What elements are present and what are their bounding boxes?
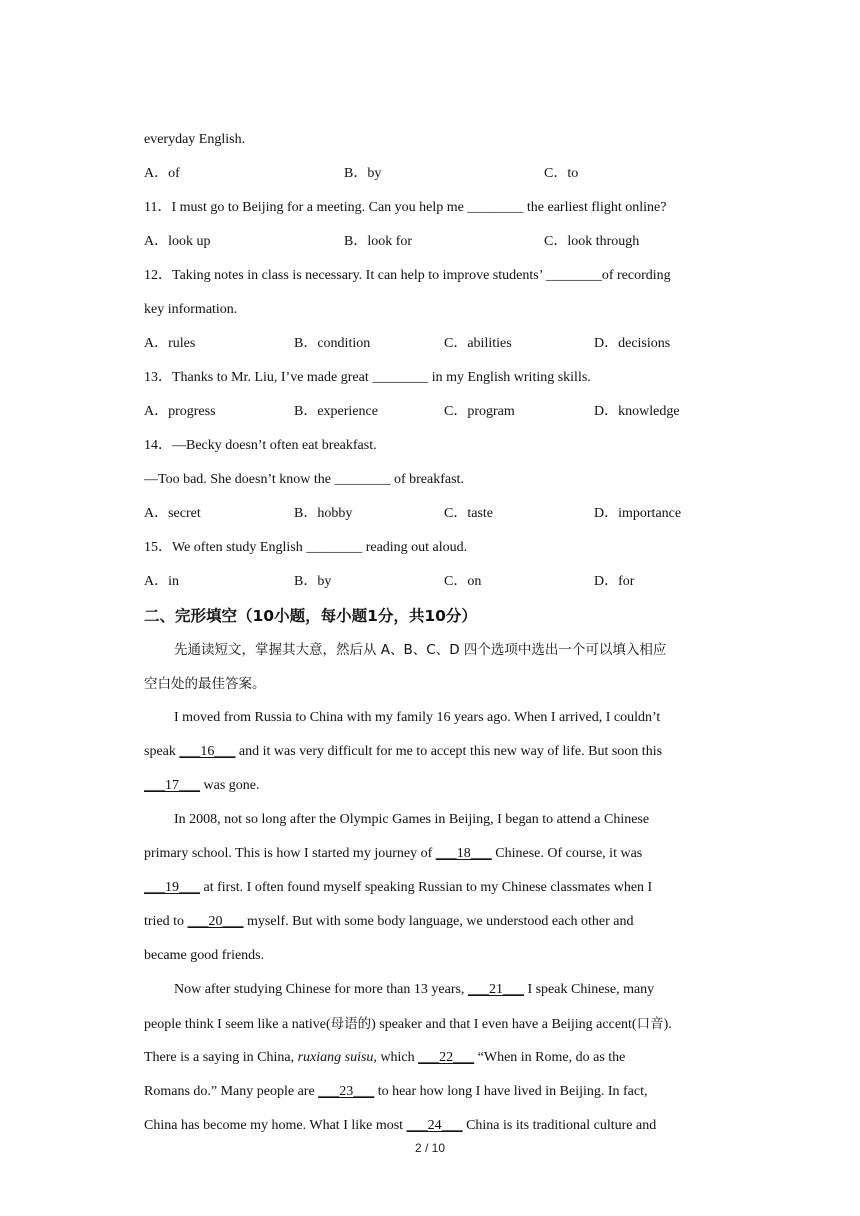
- passage-text: to hear how long I have lived in Beijing. In fact,: [374, 1084, 648, 1099]
- passage-text: at first. I often found myself speaking Russian to my Chinese classmates when I: [200, 880, 653, 895]
- blank-20: ___20___: [187, 914, 244, 929]
- page-content: [144, 123, 724, 1143]
- q11-options: [144, 225, 724, 259]
- q14-option-a: A．secret: [144, 506, 201, 521]
- passage-text: myself. But with some body language, we understood each other and: [243, 914, 634, 929]
- passage-text: ).: [663, 1017, 672, 1032]
- passage-text: primary school. This is how I started my journey of: [144, 846, 436, 861]
- q13-options: [144, 395, 724, 429]
- passage-p1-line1: I moved from Russia to China with my family 16 years ago. When I arrived, I couldn’t: [174, 710, 661, 725]
- page-number: 2 / 10: [414, 1141, 446, 1155]
- q12-stem-line2: key information.: [144, 302, 238, 317]
- passage-p1-line3: [144, 769, 724, 803]
- passage-text: ) speaker and that I even have a Beijing accent(: [371, 1017, 637, 1032]
- passage-text: tried to: [144, 914, 188, 929]
- cloze-instructions-line1: 先通读短文，掌握其大意，然后从 A、B、C、D 四个选项中选出一个可以填入相应: [174, 642, 667, 658]
- passage-text: China has become my home. What I like most: [144, 1118, 407, 1133]
- q14-option-d: D．importance: [594, 506, 682, 521]
- q15-option-a: A．in: [144, 574, 179, 589]
- q13-option-b: B．experience: [294, 404, 378, 419]
- passage-p2-line3: [144, 871, 724, 905]
- passage-p3-line3: [144, 1041, 724, 1075]
- passage-p2-line1: In 2008, not so long after the Olympic Games in Beijing, I began to attend a Chinese: [174, 812, 650, 827]
- passage-p3-line4: [144, 1075, 724, 1109]
- passage-text: and it was very difficult for me to accept this new way of life. But soon this: [235, 744, 663, 759]
- q13-option-a: A．progress: [144, 404, 216, 419]
- q15-option-c: C．on: [444, 574, 482, 589]
- passage-p2-line5: became good friends.: [144, 948, 265, 963]
- q10-option-b: B．by: [344, 166, 382, 181]
- passage-p3-line1: [144, 973, 724, 1007]
- q12-option-a: A．rules: [144, 336, 196, 351]
- q11-stem: 11．I must go to Beijing for a meeting. Can you help me ________ the earliest flight online?: [144, 200, 667, 215]
- q10-option-c: C．to: [544, 166, 579, 181]
- q11-option-c: C．look through: [544, 234, 640, 249]
- q10-stem-continuation: everyday English.: [144, 132, 246, 147]
- q10-options: [144, 157, 724, 191]
- passage-text: people think I seem like a native(: [144, 1017, 331, 1032]
- passage-text: “When in Rome, do as the: [474, 1050, 626, 1065]
- passage-p2-line2: [144, 837, 724, 871]
- passage-text: speak: [144, 744, 180, 759]
- blank-18: ___18___: [435, 846, 492, 861]
- q13-stem: 13．Thanks to Mr. Liu, I’ve made great ________ in my English writing skills.: [144, 370, 591, 385]
- q15-stem: 15．We often study English ________ reading out aloud.: [144, 540, 468, 555]
- q14-stem-line2: —Too bad. She doesn’t know the ________ of breakfast.: [144, 472, 464, 487]
- passage-text: There is a saying in China,: [144, 1050, 298, 1065]
- q12-option-d: D．decisions: [594, 336, 671, 351]
- q15-option-d: D．for: [594, 574, 635, 589]
- q15-option-b: B．by: [294, 574, 332, 589]
- q14-stem-line1: 14．—Becky doesn’t often eat breakfast.: [144, 438, 377, 453]
- blank-16: ___16___: [179, 744, 236, 759]
- blank-17: ___17___: [144, 778, 200, 793]
- blank-19: ___19___: [144, 880, 200, 895]
- q14-options: [144, 497, 724, 531]
- passage-text: was gone.: [200, 778, 260, 793]
- passage-text: , which: [373, 1050, 419, 1065]
- q12-options: [144, 327, 724, 361]
- passage-p3-line5: [144, 1109, 724, 1143]
- q12-stem-line1: 12．Taking notes in class is necessary. It can help to improve students’ ________of recording: [144, 268, 671, 283]
- q12-option-b: B．condition: [294, 336, 371, 351]
- passage-text: I speak Chinese, many: [523, 982, 655, 997]
- chinese-gloss-accent: 口音: [636, 1016, 664, 1032]
- q15-options: [144, 565, 724, 599]
- passage-text: Romans do.” Many people are: [144, 1084, 319, 1099]
- passage-text: Now after studying Chinese for more than 13 years,: [174, 982, 468, 997]
- blank-21: ___21___: [467, 982, 524, 997]
- section-heading-cloze: 二、完形填空（10小题，每小题1分，共10分）: [144, 607, 477, 625]
- passage-p2-line4: [144, 905, 724, 939]
- q11-option-a: A．look up: [144, 234, 211, 249]
- q12-option-c: C．abilities: [444, 336, 512, 351]
- chinese-gloss-native: 母语的: [330, 1016, 372, 1032]
- passage-text: Chinese. Of course, it was: [491, 846, 643, 861]
- cloze-instructions-line2: 空白处的最佳答案。: [144, 676, 266, 692]
- passage-p1-line2: [144, 735, 724, 769]
- q13-option-c: C．program: [444, 404, 515, 419]
- q13-option-d: D．knowledge: [594, 404, 680, 419]
- pinyin-phrase: ruxiang suisu: [297, 1050, 374, 1065]
- q14-option-c: C．taste: [444, 506, 493, 521]
- blank-24: ___24___: [406, 1118, 463, 1133]
- blank-23: ___23___: [318, 1084, 375, 1099]
- blank-22: ___22___: [418, 1050, 475, 1065]
- q11-option-b: B．look for: [344, 234, 413, 249]
- passage-text: China is its traditional culture and: [462, 1118, 657, 1133]
- q14-option-b: B．hobby: [294, 506, 353, 521]
- q10-option-a: A．of: [144, 166, 180, 181]
- passage-p3-line2: [144, 1007, 724, 1041]
